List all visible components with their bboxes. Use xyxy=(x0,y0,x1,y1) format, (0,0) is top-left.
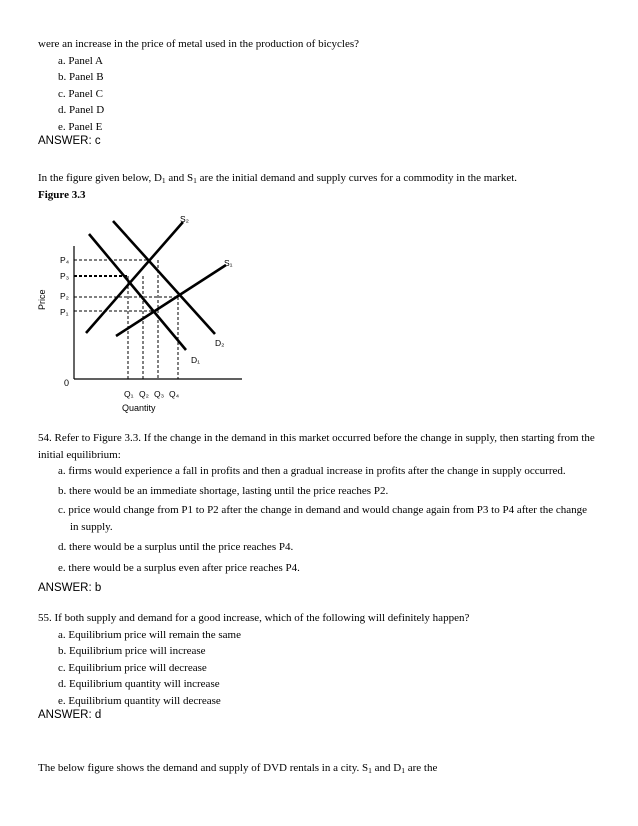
label-d1: D₁ xyxy=(191,355,201,365)
option-a: a. Equilibrium price will remain the same xyxy=(58,628,241,641)
option-e: e. there would be a surplus even after price reaches P4. xyxy=(58,561,300,574)
option-d: d. there would be a surplus until the price reaches P4. xyxy=(58,541,294,553)
figure-intro-text: In the figure given below, $D_1$ and $S_1$ are the initial demand and supply curves for a commodity in the market. xyxy=(38,172,518,185)
label-d2: D₂ xyxy=(215,338,225,348)
option-b: b. there would be an immediate shortage, lasting until the price reaches P2. xyxy=(58,484,389,497)
option-b: b. Panel B xyxy=(58,71,104,83)
option-b: b. Equilibrium price will increase xyxy=(58,645,206,657)
origin-label: 0 xyxy=(64,378,70,388)
question-55 xyxy=(38,610,598,709)
tick-p1: P₁ xyxy=(60,307,69,317)
tick-q1: Q₁ xyxy=(124,389,134,399)
curve-d1 xyxy=(89,234,186,350)
curve-s2 xyxy=(86,222,183,333)
figure-3-3 xyxy=(30,206,250,420)
option-d: d. Panel D xyxy=(58,104,105,116)
option-c: c. Panel C xyxy=(58,87,103,100)
x-axis-label: Quantity xyxy=(122,403,156,413)
option-a: a. Panel A xyxy=(58,54,103,67)
answer-53: ANSWER: c xyxy=(38,135,101,147)
answer-54: ANSWER: b xyxy=(38,582,102,594)
option-e: e. Equilibrium quantity will decrease xyxy=(58,694,221,707)
label-s2: S₂ xyxy=(180,214,189,224)
question-55-stem: 55. If both supply and demand for a good increase, which of the following will definitely happen? xyxy=(38,612,470,624)
option-e: e. Panel E xyxy=(58,120,103,133)
question-53-tail: were an increase in the price of metal used in the production of bicycles? xyxy=(38,38,360,50)
question-54-stem: 54. Refer to Figure 3.3. If the change in the demand in this market occurred before the change in supply, then starting from the initial equilibrium: xyxy=(38,432,595,461)
y-axis-label: Price xyxy=(37,289,47,310)
label-s1: S₁ xyxy=(224,258,233,268)
answer-55: ANSWER: d xyxy=(38,709,102,721)
next-question-intro: The below figure shows the demand and supply of DVD rentals in a city. $S_1$ and $D_1$ are the xyxy=(38,762,438,775)
figure-title: Figure 3.3 xyxy=(38,188,86,201)
question-54 xyxy=(38,430,598,576)
question-53 xyxy=(38,36,598,135)
tick-p3: P₃ xyxy=(60,271,70,281)
tick-p4: P₄ xyxy=(60,255,70,265)
option-c: c. Equilibrium price will decrease xyxy=(58,661,207,674)
figure-intro xyxy=(38,170,598,203)
tick-q4: Q₄ xyxy=(169,389,180,399)
option-a: a. firms would experience a fall in profits and then a gradual increase in profits after the change in supply occurred. xyxy=(58,465,566,477)
tick-p2: P₂ xyxy=(60,291,69,301)
tick-q2: Q₂ xyxy=(139,389,149,399)
option-d: d. Equilibrium quantity will increase xyxy=(58,678,220,690)
tick-q3: Q₃ xyxy=(154,389,165,399)
option-c: c. price would change from P1 to P2 after the change in demand and would change again from P3 to P4 after the change in supply. xyxy=(58,504,588,533)
curve-s1 xyxy=(116,265,226,336)
